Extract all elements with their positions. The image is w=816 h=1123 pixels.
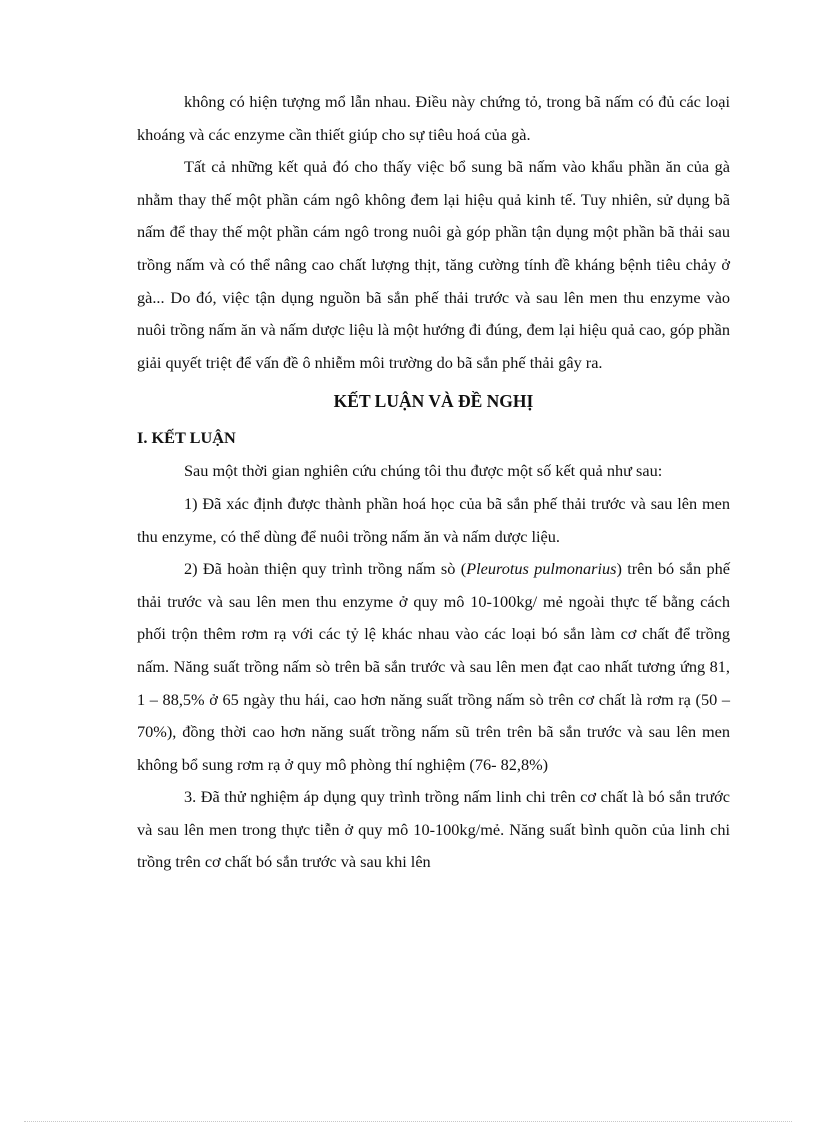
page-bottom-divider <box>24 1121 792 1122</box>
subsection-heading: I. KẾT LUẬN <box>137 428 236 448</box>
paragraph-continuation: không có hiện tượng mổ lẫn nhau. Điều này chứng tỏ, trong bã nấm có đủ các loại khoáng và các enzyme cần thiết giúp cho sự tiêu hoá của gà. <box>137 92 730 144</box>
paragraph-summary: Tất cả những kết quả đó cho thấy việc bổ sung bã nấm vào khẩu phần ăn của gà nhằm thay thế một phần cám ngô không đem lại hiệu quả kinh tế. Tuy nhiên, sử dụng bã nấm để thay thế một phần cám ngô trong nuôi gà góp phần tận dụng một phần bã thải sau trồng nấm và có thể nâng cao chất lượng thịt, tăng cường tính đề kháng bệnh tiêu chảy ở gà... Do đó, việc tận dụng nguồn bã sắn phế thải trước và sau lên men thu enzyme vào nuôi trồng nấm ăn và nấm dược liệu là một hướng đi đúng, đem lại hiệu quả cao, góp phần giải quyết triệt để vấn đề ô nhiễm môi trường do bã sắn phế thải gây ra. <box>137 157 730 372</box>
conclusion-item-3: 3. Đã thử nghiệm áp dụng quy trình trồng nấm linh chi trên cơ chất là bó sắn trước và sau lên men trong thực tiễn ở quy mô 10-100kg/mẻ. Năng suất bình quõn của linh chi trồng trên cơ chất bó sắn trước và sau khi lên <box>137 787 730 872</box>
document-page <box>137 86 730 879</box>
conclusion-item-1: 1) Đã xác định được thành phần hoá học của bã sắn phế thải trước và sau lên men thu enzyme, có thể dùng để nuôi trồng nấm ăn và nấm dược liệu. <box>137 493 730 546</box>
species-name: Pleurotus pulmonarius <box>466 559 617 579</box>
conclusion-intro: Sau một thời gian nghiên cứu chúng tôi thu được một số kết quả như sau: <box>184 461 663 481</box>
conclusion-item-2-body: ) trên bó sắn phế thải trước và sau lên men thu enzyme ở quy mô 10-100kg/ mẻ ngoài thực tế bằng cách phối trộn thêm rơm rạ với các tỷ lệ khác nhau vào các loại bó sắn làm cơ chất để trồng nấm. Năng suất trồng nấm sò trên bã sắn trước và sau lên men đạt cao nhất tương ứng 81, 1 – 88,5% ở 65 ngày thu hái, cao hơn năng suất trồng nấm sò trên cơ chất là rơm rạ (50 – 70%), đồng thời cao hơn năng suất trồng nấm sũ trên trên bã sắn trước và sau lên men không bổ sung rơm rạ ở quy mô phòng thí nghiệm (76- 82,8%) <box>137 559 730 774</box>
conclusion-item-2 <box>137 553 730 781</box>
section-heading: KẾT LUẬN VÀ ĐỀ NGHỊ <box>333 391 534 412</box>
conclusion-item-2-lead: 2) Đã hoàn thiện quy trình trồng nấm sò ( <box>184 559 467 579</box>
